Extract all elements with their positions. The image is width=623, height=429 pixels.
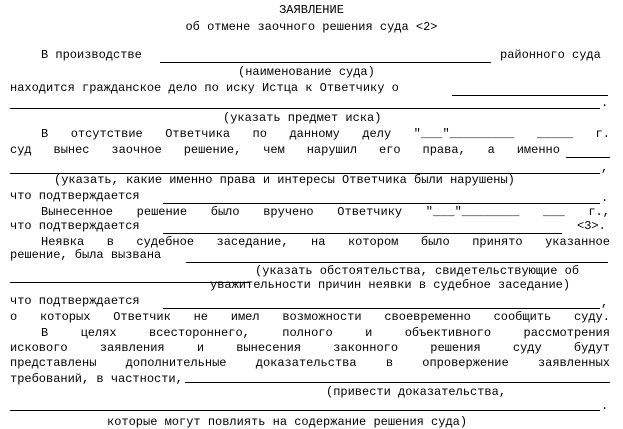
word: было bbox=[210, 205, 240, 219]
evidence-field-continued[interactable] bbox=[10, 410, 600, 411]
word: суду bbox=[512, 341, 542, 355]
case-subject-hint: (указать предмет иска) bbox=[223, 111, 382, 125]
court-name-hint: (наименование суда) bbox=[238, 65, 375, 79]
bottom-hint: которые могут повлиять на содержание решения суда) bbox=[107, 415, 468, 429]
word: всестороннего, bbox=[149, 326, 250, 340]
claim-review-row bbox=[10, 341, 610, 355]
word: вручено bbox=[263, 205, 314, 219]
word: в bbox=[106, 235, 114, 249]
delivered-row bbox=[41, 205, 610, 219]
word: Ответчик bbox=[113, 310, 171, 324]
violated-rights-field[interactable] bbox=[566, 157, 610, 158]
evidence-field[interactable] bbox=[185, 382, 610, 383]
word: судебное bbox=[136, 235, 195, 249]
word: вынесения bbox=[236, 341, 302, 355]
word: Ответчику bbox=[337, 205, 403, 219]
violated-rights-hint: (указать, какие именно права и интересы Ответчика были нарушены) bbox=[54, 173, 515, 187]
word: решения bbox=[430, 341, 481, 355]
word: делу bbox=[362, 127, 392, 141]
absence-reason-row bbox=[41, 235, 610, 249]
word: и bbox=[196, 341, 205, 355]
word: суд bbox=[10, 143, 32, 157]
purpose-row bbox=[41, 326, 610, 340]
word: г. bbox=[595, 127, 610, 141]
word: отсутствие bbox=[70, 127, 143, 141]
word: заседание, bbox=[216, 235, 289, 249]
absence-row bbox=[41, 127, 610, 141]
evidence-hint: (привести доказательства, bbox=[326, 385, 507, 399]
word: именно bbox=[516, 143, 560, 157]
proceedings-label: В производстве bbox=[41, 48, 142, 62]
footnote-3: <3>. bbox=[577, 219, 606, 233]
decision-row bbox=[10, 143, 560, 157]
word: было bbox=[420, 235, 450, 249]
word: Вынесенное bbox=[41, 205, 114, 219]
word: доказательства bbox=[255, 356, 357, 370]
word: опровержение bbox=[422, 356, 509, 370]
word: решение, bbox=[183, 143, 242, 157]
case-subject-field-continued[interactable] bbox=[10, 108, 600, 109]
circumstances-hint-1: (указать обстоятельства, свидетельствующие об bbox=[255, 264, 580, 278]
word: _____ bbox=[537, 127, 574, 141]
confirmation-field-2[interactable] bbox=[163, 233, 562, 234]
court-name-field[interactable] bbox=[160, 62, 491, 63]
word: решение bbox=[136, 205, 188, 219]
word: вынес bbox=[53, 143, 90, 157]
notify-row bbox=[10, 310, 610, 324]
word: законного bbox=[333, 341, 399, 355]
word: объективного bbox=[404, 326, 492, 340]
word: "___"________ bbox=[425, 205, 520, 219]
word: заявленных bbox=[537, 356, 610, 370]
word: принято bbox=[472, 235, 523, 249]
word: его bbox=[379, 143, 401, 157]
confirmed-label-2: что подтверждается bbox=[10, 219, 140, 233]
word: указанное bbox=[545, 235, 610, 249]
confirmed-label-3: что подтверждается bbox=[10, 294, 140, 308]
document-title: ЗАЯВЛЕНИЕ bbox=[279, 3, 344, 17]
confirmed-label-1: что подтверждается bbox=[10, 189, 140, 203]
case-subject-field[interactable] bbox=[452, 95, 608, 96]
word: и bbox=[365, 326, 373, 340]
word: по bbox=[252, 127, 267, 141]
word: "___"_________ bbox=[413, 127, 515, 141]
word: которых bbox=[39, 310, 91, 324]
case-line-text: находится гражданское дело по иску Истца к Ответчику о bbox=[10, 81, 399, 95]
word: на bbox=[311, 235, 326, 249]
word: заявления bbox=[99, 341, 165, 355]
claims-label: требований, в частности, bbox=[10, 372, 183, 386]
word: представлены bbox=[10, 356, 97, 370]
document-subtitle: об отмене заочного решения суда <2> bbox=[185, 20, 438, 34]
word: полного bbox=[282, 326, 333, 340]
circumstances-hint-2: уважительности причин неявки в судебное заседание) bbox=[210, 278, 571, 292]
word: Неявка bbox=[41, 235, 85, 249]
word: своевременно bbox=[384, 310, 471, 324]
word: г., bbox=[588, 205, 610, 219]
word: имел bbox=[230, 310, 260, 324]
period-mark-2: . bbox=[601, 399, 609, 413]
comma-mark: , bbox=[601, 161, 609, 175]
word: возможности bbox=[282, 310, 362, 324]
word: В bbox=[41, 326, 49, 340]
word: права, bbox=[422, 143, 466, 157]
comma-mark-2: , bbox=[601, 296, 609, 310]
period-mark: . bbox=[601, 96, 609, 110]
word: суду. bbox=[573, 310, 610, 324]
word: целях bbox=[80, 326, 117, 340]
word: рассмотрения bbox=[523, 326, 610, 340]
confirmation-field-1[interactable] bbox=[163, 203, 600, 204]
summoned-label: решение, была вызвана bbox=[10, 248, 162, 262]
word: Ответчика bbox=[165, 127, 231, 141]
word: дополнительные bbox=[125, 356, 227, 370]
word: ___ bbox=[543, 205, 565, 219]
confirmation-field-3[interactable] bbox=[163, 308, 600, 309]
word: о bbox=[10, 310, 18, 324]
word: в bbox=[385, 356, 394, 370]
word: данному bbox=[289, 127, 340, 141]
word: сообщить bbox=[493, 310, 552, 324]
summons-field[interactable] bbox=[186, 262, 608, 263]
word: искового bbox=[10, 341, 68, 355]
word: нарушил bbox=[306, 143, 358, 157]
word: а bbox=[487, 143, 495, 157]
word: В bbox=[41, 127, 49, 141]
word: не bbox=[193, 310, 208, 324]
district-court-label: районного суда bbox=[500, 48, 601, 62]
word: чем bbox=[263, 143, 285, 157]
period-mark-1: . bbox=[601, 191, 609, 205]
evidence-row bbox=[10, 356, 610, 370]
word: котором bbox=[347, 235, 399, 249]
word: заочное bbox=[111, 143, 162, 157]
word: будут bbox=[573, 341, 610, 355]
